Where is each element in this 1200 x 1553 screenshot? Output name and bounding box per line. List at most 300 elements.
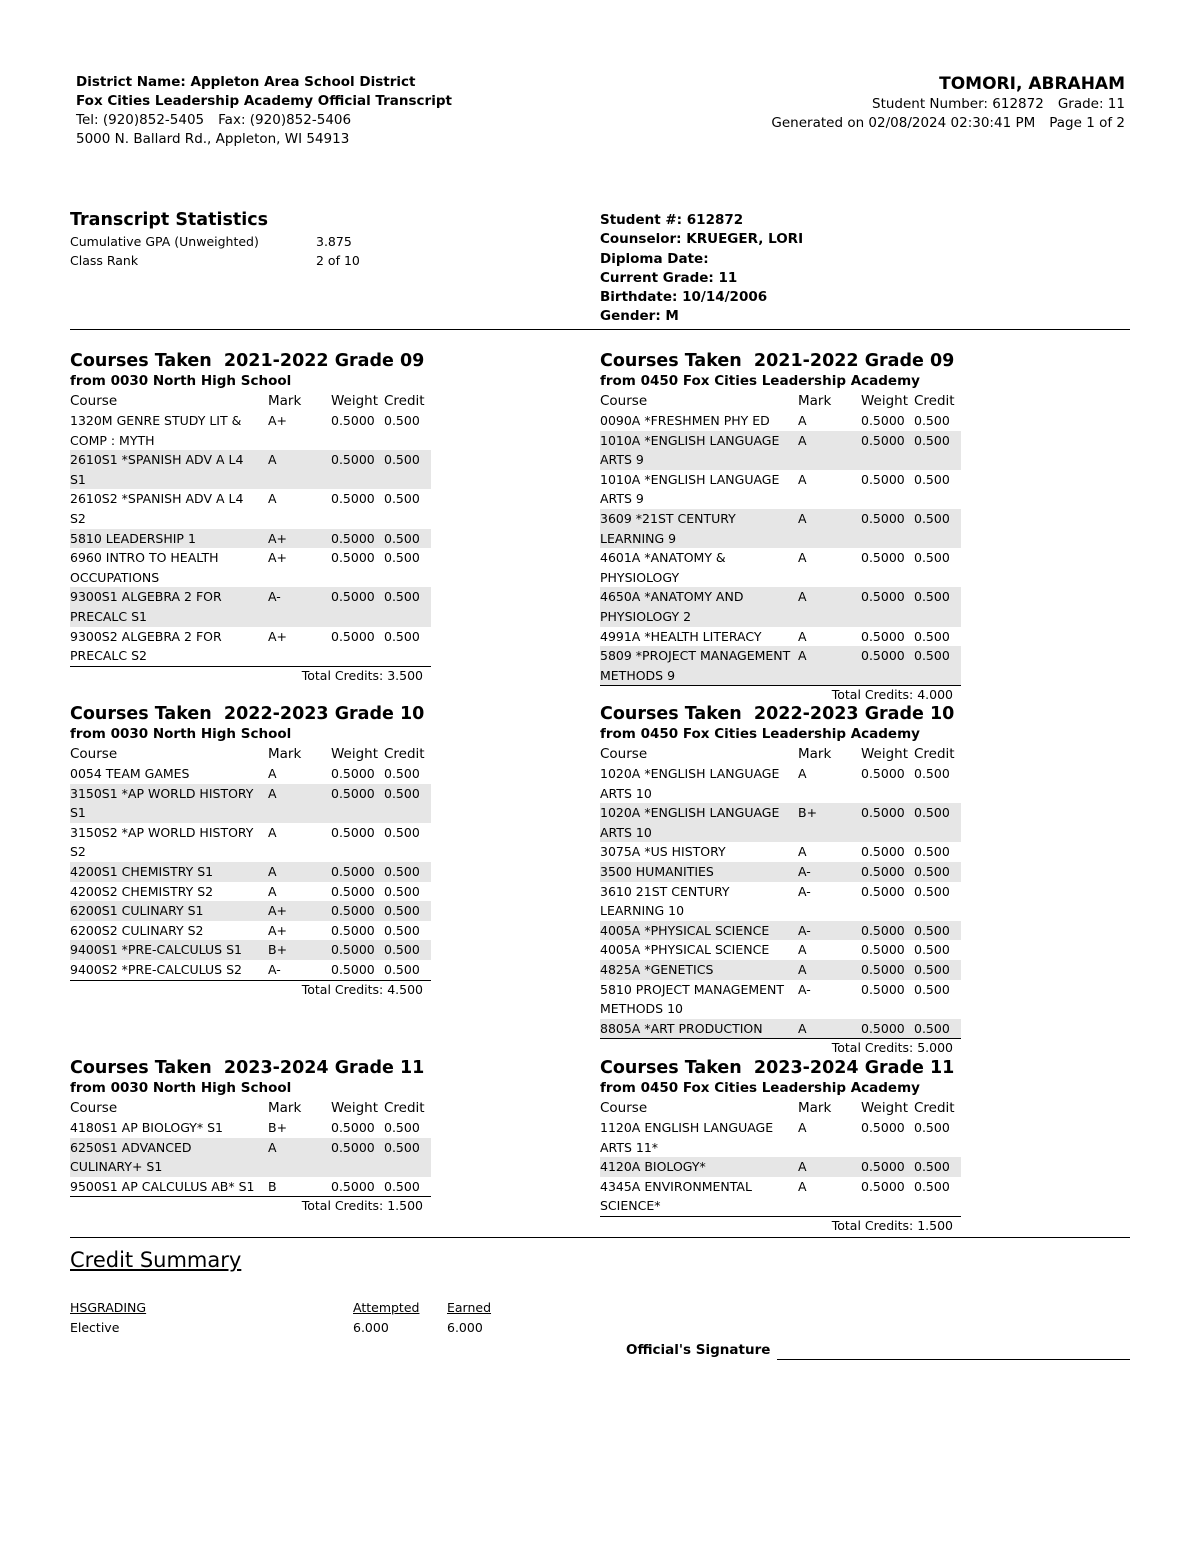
weight: 0.5000 [331, 883, 375, 899]
weight: 0.5000 [331, 628, 375, 644]
credit: 0.500 [914, 981, 950, 997]
table-row [70, 450, 431, 489]
total-credits: Total Credits: 3.500 [70, 666, 431, 685]
course-block [600, 1057, 961, 1235]
credit: 0.500 [914, 942, 950, 958]
mark: B+ [798, 803, 861, 842]
course-name: 9500S1 AP CALCULUS AB* S1 [70, 1178, 255, 1194]
table-row [70, 862, 431, 882]
course-header: Course [600, 393, 648, 409]
weight: 0.5000 [331, 587, 384, 626]
block-title: Courses Taken 2022-2023 Grade 10 [600, 704, 955, 724]
credit: 0.500 [384, 550, 420, 566]
table-row [600, 509, 961, 548]
course-name: 1320M GENRE STUDY LIT & COMP : MYTH [70, 413, 242, 448]
mark: A- [798, 862, 861, 882]
current-grade: Current Grade: 11 [600, 269, 738, 286]
mark: A- [268, 961, 281, 977]
course-name: 4180S1 AP BIOLOGY* S1 [70, 1120, 224, 1135]
course-name: 2610S1 *SPANISH ADV A L4 S1 [70, 450, 268, 489]
table-row [600, 587, 961, 626]
mark: A [798, 471, 807, 487]
credit: 0.500 [914, 1178, 950, 1194]
mark: A [798, 960, 861, 980]
course-name: 6250S1 ADVANCED CULINARY+ S1 [70, 1138, 268, 1177]
course-name: 0090A *FRESHMEN PHY ED [600, 413, 770, 428]
weight: 0.5000 [331, 1120, 375, 1135]
mark: A [798, 844, 807, 860]
course-name: 4005A *PHYSICAL SCIENCE [600, 921, 798, 941]
table-row [70, 627, 431, 666]
mark: A [798, 509, 861, 548]
weight-header: Weight [331, 393, 379, 409]
student-id: Student #: 612872 [600, 212, 744, 228]
address: 5000 N. Ballard Rd., Appleton, WI 54913 [76, 131, 350, 147]
credit: 0.500 [384, 1138, 431, 1177]
credit-header: Credit [914, 1100, 955, 1116]
table-row [600, 940, 961, 960]
weight: 0.5000 [861, 413, 905, 428]
credit: 0.500 [384, 413, 420, 428]
credit-header: Credit [384, 746, 425, 762]
mark: A [798, 942, 807, 958]
mark: A+ [268, 922, 288, 938]
fax: Fax: (920)852-5406 [218, 112, 352, 128]
table-row [600, 980, 961, 1019]
course-table [70, 1098, 431, 1196]
mark: A [268, 766, 277, 781]
table-row [70, 921, 431, 941]
table-row [600, 1019, 961, 1039]
table-header [600, 744, 961, 764]
weight: 0.5000 [331, 940, 384, 960]
course-name: 4120A BIOLOGY* [600, 1157, 798, 1177]
mark: A [798, 1019, 861, 1039]
credit: 0.500 [384, 628, 420, 644]
gender: Gender: M [600, 308, 679, 325]
course-name: 3150S2 *AP WORLD HISTORY S2 [70, 824, 254, 860]
course-header: Course [70, 1100, 118, 1116]
weight: 0.5000 [331, 1178, 375, 1194]
credit: 0.500 [384, 450, 431, 489]
course-name: 5809 *PROJECT MANAGEMENT METHODS 9 [600, 646, 798, 685]
block-source: from 0030 North High School [70, 373, 292, 389]
weight: 0.5000 [331, 529, 384, 549]
course-name: 5810 PROJECT MANAGEMENT METHODS 10 [600, 981, 785, 1017]
credit: 0.500 [384, 862, 431, 882]
mark: A- [268, 587, 331, 626]
mark: A+ [268, 529, 331, 549]
table-row [600, 627, 961, 647]
stats-value: 2 of 10 [316, 253, 360, 268]
signature-line [777, 1359, 1130, 1360]
contact-line [76, 111, 452, 130]
weight: 0.5000 [861, 862, 914, 882]
weight: 0.5000 [331, 901, 384, 921]
credit-summary-table [70, 1298, 492, 1338]
weight-header: Weight [861, 1100, 909, 1116]
weight: 0.5000 [331, 491, 375, 507]
weight: 0.5000 [861, 587, 914, 626]
mark: B+ [268, 1120, 288, 1135]
birthdate: Birthdate: 10/14/2006 [600, 289, 768, 306]
course-block [70, 1057, 431, 1215]
block-source: from 0030 North High School [70, 726, 292, 742]
counselor: Counselor: KRUEGER, LORI [600, 231, 804, 248]
weight: 0.5000 [331, 922, 375, 938]
weight: 0.5000 [861, 942, 905, 958]
total-credits: Total Credits: 4.500 [70, 980, 431, 999]
credit: 0.500 [384, 491, 420, 507]
attempted: 6.000 [353, 1320, 389, 1335]
table-row [70, 823, 431, 862]
course-name: 4601A *ANATOMY & PHYSIOLOGY [600, 550, 726, 585]
table-row [70, 784, 431, 823]
course-name: 3500 HUMANITIES [600, 862, 798, 882]
course-header: Course [600, 746, 648, 762]
mark: A [798, 646, 861, 685]
stats-label: Class Rank [70, 253, 139, 268]
table-row [70, 529, 431, 549]
weight: 0.5000 [331, 450, 384, 489]
credit: 0.500 [384, 883, 420, 899]
table-row [70, 940, 431, 960]
table-row [600, 960, 961, 980]
credit: 0.500 [914, 883, 950, 899]
table-header [600, 391, 961, 411]
course-name: 3150S1 *AP WORLD HISTORY S1 [70, 784, 268, 823]
mark: A+ [268, 901, 331, 921]
student-number: Student Number: 612872 [872, 96, 1044, 112]
block-title: Courses Taken 2021-2022 Grade 09 [600, 351, 955, 371]
course-table [600, 744, 961, 1038]
mark: B+ [268, 940, 331, 960]
table-row [600, 1157, 961, 1177]
table-row [600, 803, 961, 842]
mark-header: Mark [798, 393, 832, 409]
course-name: 0054 TEAM GAMES [70, 766, 190, 781]
course-table [70, 744, 431, 980]
attempted-header: Attempted [353, 1300, 420, 1315]
mark: A [268, 883, 277, 899]
credit: 0.500 [914, 471, 950, 487]
table-row [600, 470, 961, 509]
stats-label: Cumulative GPA (Unweighted) [70, 234, 259, 249]
course-name: 4005A *PHYSICAL SCIENCE [600, 942, 770, 958]
weight: 0.5000 [861, 646, 914, 685]
block-source: from 0450 Fox Cities Leadership Academy [600, 1080, 920, 1096]
weight-header: Weight [331, 746, 379, 762]
mark-header: Mark [798, 1100, 832, 1116]
course-table [70, 391, 431, 666]
mark: A [798, 550, 807, 566]
district-name: District Name: Appleton Area School District [76, 74, 416, 90]
weight: 0.5000 [861, 981, 905, 997]
course-block [70, 350, 431, 685]
credit-header: Credit [384, 1100, 425, 1116]
mark: A [798, 1157, 861, 1177]
earned: 6.000 [447, 1320, 483, 1335]
generated-line [771, 114, 1125, 133]
divider [70, 329, 1130, 330]
weight: 0.5000 [331, 413, 375, 428]
mark: A [798, 1120, 807, 1135]
credit: 0.500 [914, 431, 961, 470]
credit: 0.500 [914, 550, 950, 566]
table-header [70, 391, 431, 411]
course-name: 9400S1 *PRE-CALCULUS S1 [70, 940, 268, 960]
table-row [70, 1138, 431, 1177]
credit: 0.500 [914, 509, 961, 548]
course-name: 8805A *ART PRODUCTION [600, 1019, 798, 1039]
credit-summary-row [70, 1318, 483, 1338]
table-row [70, 901, 431, 921]
weight: 0.5000 [331, 824, 375, 840]
course-block [70, 703, 431, 999]
block-title: Courses Taken 2023-2024 Grade 11 [70, 1058, 425, 1078]
table-row [70, 1177, 431, 1197]
mark: A [268, 824, 277, 840]
table-row [70, 882, 431, 902]
credit: 0.500 [914, 1019, 961, 1039]
credit-header: Credit [914, 746, 955, 762]
credit: 0.500 [914, 803, 961, 842]
table-row [600, 1177, 961, 1216]
table-row [70, 764, 431, 784]
course-name: 4345A ENVIRONMENTAL SCIENCE* [600, 1178, 752, 1214]
weight: 0.5000 [861, 960, 914, 980]
diploma-date: Diploma Date: [600, 250, 709, 267]
grade: Grade: 11 [1057, 96, 1125, 112]
credit: 0.500 [384, 922, 420, 938]
block-source: from 0030 North High School [70, 1080, 292, 1096]
course-name: 3609 *21ST CENTURY LEARNING 9 [600, 509, 798, 548]
credit: 0.500 [384, 1178, 420, 1194]
mark: A [798, 413, 807, 428]
transcript-title: Fox Cities Leadership Academy Official Transcript [76, 93, 452, 109]
credit: 0.500 [914, 1120, 950, 1135]
course-name: 5810 LEADERSHIP 1 [70, 529, 268, 549]
page-number: Page 1 of 2 [1049, 115, 1125, 131]
weight: 0.5000 [861, 431, 914, 470]
course-name: 3075A *US HISTORY [600, 844, 726, 860]
credit: 0.500 [914, 646, 961, 685]
block-title: Courses Taken 2021-2022 Grade 09 [70, 351, 425, 371]
stats-row [70, 251, 400, 270]
course-name: 2610S2 *SPANISH ADV A L4 S2 [70, 491, 244, 526]
weight: 0.5000 [331, 862, 384, 882]
stats-title: Transcript Statistics [70, 210, 269, 230]
block-source: from 0450 Fox Cities Leadership Academy [600, 373, 920, 389]
table-row [70, 411, 431, 450]
weight: 0.5000 [861, 550, 905, 566]
mark: A+ [268, 628, 288, 644]
category-header: HSGRADING [70, 1300, 147, 1315]
table-row [70, 587, 431, 626]
earned-header: Earned [447, 1300, 492, 1315]
mark: A- [798, 981, 811, 997]
course-name: 6200S2 CULINARY S2 [70, 922, 204, 938]
total-credits: Total Credits: 1.500 [70, 1196, 431, 1215]
credit: 0.500 [384, 824, 420, 840]
mark-header: Mark [798, 746, 832, 762]
student-header [771, 73, 1125, 133]
course-name: 3610 21ST CENTURY LEARNING 10 [600, 883, 730, 919]
credit: 0.500 [914, 844, 950, 860]
course-table [600, 1098, 961, 1216]
course-block [600, 350, 961, 704]
mark: A [268, 862, 331, 882]
course-name: 1020A *ENGLISH LANGUAGE ARTS 10 [600, 766, 780, 801]
weight: 0.5000 [861, 1157, 914, 1177]
credit: 0.500 [384, 766, 420, 781]
course-name: 4825A *GENETICS [600, 960, 798, 980]
weight-header: Weight [861, 746, 909, 762]
table-row [600, 1118, 961, 1157]
mark: A- [798, 921, 861, 941]
credit-header: Credit [384, 393, 425, 409]
credit: 0.500 [384, 901, 431, 921]
mark: A [798, 587, 861, 626]
table-row [600, 431, 961, 470]
table-row [600, 842, 961, 862]
total-credits: Total Credits: 1.500 [600, 1216, 961, 1235]
table-row [70, 489, 431, 528]
total-credits: Total Credits: 5.000 [600, 1038, 961, 1057]
mark: A [798, 766, 807, 781]
weight: 0.5000 [861, 509, 914, 548]
course-name: 4200S1 CHEMISTRY S1 [70, 862, 268, 882]
credit-summary-header [70, 1298, 492, 1318]
course-name: 4991A *HEALTH LITERACY [600, 628, 762, 644]
mark: A- [798, 883, 811, 899]
course-name: 1010A *ENGLISH LANGUAGE ARTS 9 [600, 471, 780, 507]
weight-header: Weight [331, 1100, 379, 1116]
weight: 0.5000 [331, 961, 375, 977]
student-number-line [771, 95, 1125, 114]
stats-row [70, 232, 400, 251]
credit: 0.500 [914, 862, 961, 882]
divider [70, 1237, 1130, 1238]
mark: A+ [268, 413, 288, 428]
course-name: 1010A *ENGLISH LANGUAGE ARTS 9 [600, 431, 798, 470]
credit: 0.500 [384, 529, 431, 549]
student-info [600, 211, 803, 327]
weight: 0.5000 [861, 766, 905, 781]
school-header [76, 73, 452, 149]
signature-label: Official's Signature [626, 1342, 771, 1358]
credit: 0.500 [384, 1120, 420, 1135]
credit: 0.500 [914, 921, 961, 941]
weight: 0.5000 [861, 803, 914, 842]
weight: 0.5000 [331, 766, 375, 781]
credit: 0.500 [384, 784, 431, 823]
table-row [70, 960, 431, 980]
credit: 0.500 [914, 413, 950, 428]
weight: 0.5000 [861, 471, 905, 487]
table-row [600, 548, 961, 587]
weight: 0.5000 [331, 784, 384, 823]
mark: A [268, 450, 331, 489]
course-table [600, 391, 961, 685]
mark-header: Mark [268, 393, 302, 409]
credit: 0.500 [914, 766, 950, 781]
tel: Tel: (920)852-5405 [76, 112, 205, 128]
weight: 0.5000 [861, 921, 914, 941]
credit: 0.500 [384, 587, 431, 626]
table-header [70, 1098, 431, 1118]
weight: 0.5000 [861, 1178, 905, 1194]
table-row [600, 646, 961, 685]
weight: 0.5000 [331, 1138, 384, 1177]
table-row [600, 862, 961, 882]
mark: A [268, 1138, 331, 1177]
course-name: 6960 INTRO TO HEALTH OCCUPATIONS [70, 550, 219, 585]
block-title: Courses Taken 2023-2024 Grade 11 [600, 1058, 955, 1078]
credit: 0.500 [384, 940, 431, 960]
course-block [600, 703, 961, 1057]
block-title: Courses Taken 2022-2023 Grade 10 [70, 704, 425, 724]
credit-header: Credit [914, 393, 955, 409]
course-header: Course [600, 1100, 648, 1116]
table-header [600, 1098, 961, 1118]
course-name: 9300S1 ALGEBRA 2 FOR PRECALC S1 [70, 587, 268, 626]
course-name: 6200S1 CULINARY S1 [70, 901, 268, 921]
course-header: Course [70, 393, 118, 409]
student-name: TOMORI, ABRAHAM [939, 74, 1125, 94]
credit: 0.500 [914, 960, 961, 980]
course-name: 1020A *ENGLISH LANGUAGE ARTS 10 [600, 803, 798, 842]
course-name: 9400S2 *PRE-CALCULUS S2 [70, 961, 242, 977]
credit: 0.500 [914, 1157, 961, 1177]
stats-value: 3.875 [316, 234, 352, 249]
mark: A [268, 491, 277, 507]
course-name: 4200S2 CHEMISTRY S2 [70, 883, 214, 899]
mark: B [268, 1178, 277, 1194]
course-header: Course [70, 746, 118, 762]
credit: 0.500 [914, 587, 961, 626]
course-name: 4650A *ANATOMY AND PHYSIOLOGY 2 [600, 587, 798, 626]
category: Elective [70, 1320, 120, 1335]
credit: 0.500 [384, 961, 420, 977]
mark: A [798, 431, 861, 470]
mark: A [798, 1178, 807, 1194]
credit-summary-title: Credit Summary [70, 1248, 242, 1272]
weight: 0.5000 [861, 844, 905, 860]
weight: 0.5000 [331, 550, 375, 566]
mark-header: Mark [268, 746, 302, 762]
weight: 0.5000 [861, 1019, 914, 1039]
table-row [600, 764, 961, 803]
weight: 0.5000 [861, 1120, 905, 1135]
credit: 0.500 [914, 628, 950, 644]
mark: A+ [268, 550, 288, 566]
table-row [600, 411, 961, 431]
table-row [70, 1118, 431, 1138]
mark: A [798, 628, 807, 644]
weight: 0.5000 [861, 628, 905, 644]
table-row [70, 548, 431, 587]
transcript-statistics [70, 208, 400, 270]
course-name: 1120A ENGLISH LANGUAGE ARTS 11* [600, 1120, 774, 1155]
table-header [70, 744, 431, 764]
weight-header: Weight [861, 393, 909, 409]
course-name: 9300S2 ALGEBRA 2 FOR PRECALC S2 [70, 628, 222, 664]
mark-header: Mark [268, 1100, 302, 1116]
total-credits: Total Credits: 4.000 [600, 685, 961, 704]
block-source: from 0450 Fox Cities Leadership Academy [600, 726, 920, 742]
mark: A [268, 784, 331, 823]
